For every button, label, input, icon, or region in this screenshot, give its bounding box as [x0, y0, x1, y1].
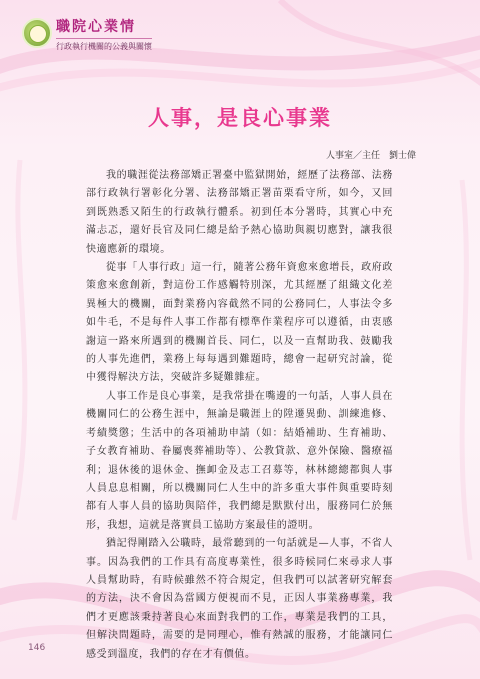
page-number: 146 — [28, 643, 46, 653]
paragraph-1: 我的職涯從法務部矯正署臺中監獄開始，經歷了法務部、法務部行政執行署彰化分署、法務部矯正署苗栗看守所，如今，又回到既熟悉又陌生的行政執行體系。初到任本分署時，其實心中充滿忐忑，還好長官及同仁總是給予熱心協助與親切應對，讓我很快適應新的環境。 — [86, 170, 393, 255]
author-byline: 人事室／主任 劉士偉 — [325, 151, 416, 161]
magazine-header — [22, 12, 262, 58]
article-title: 人事，是良心事業 — [148, 106, 332, 130]
paragraph-3: 人事工作是良心事業，是我常掛在嘴邊的一句話，人事人員在機關同仁的公務生涯中，無論是職涯上的陞遷異動、訓練進修、考績獎懲；生活中的各項補助申請（如：結婚補助、生育補助、子女教育補助、眷屬喪葬補助等）、公教貸款、意外保險、醫療福利；退休後的退休金、撫卹金及志工召募等，林林總總都與人事人員息息相關，所以機關同仁人生中的許多重大事件與重要時刻都有人事人員的協助與陪伴，我們總是默默付出，服務同仁於無形，我想，這就是落實員工協助方案最佳的證明。 — [86, 390, 393, 531]
paragraph-2: 從事「人事行政」這一行，隨著公務年資愈來愈增長，政府政策愈來愈創新，對這份工作感觸特別深，尤其經歷了組織文化差異極大的機關，面對業務內容截然不同的公務同仁，人事法令多如牛毛，不是每件人事工作都有標準作業程序可以遵循，由衷感謝這一路來所遇到的機關首長、同仁，以及一直幫助我、鼓勵我的人事先進們，業務上每每遇到難題時，總會一起研究討論，從中獲得解決方法，突破許多疑難雜症。 — [86, 262, 393, 384]
logo-icon — [22, 18, 52, 48]
paragraph-4: 猶記得剛踏入公職時，最常聽到的一句話就是—人事，不省人事。因為我們的工作具有高度專業性，很多時候同仁來尋求人事人員幫助時，有時候雖然不符合規定，但我們可以試著研究解套的方法，決不會因為當國方便視而不見，正因人事業務專業，我們才更應該秉持著良心來面對我們的工作，專業是我們的工具，但解決問題時，需要的是同理心，惟有熱誠的服務，才能讓同仁感受到溫度，我們的存在才有價值。 — [86, 538, 393, 660]
header-title: 職院心業情 — [56, 19, 136, 35]
header-subtitle: 行政執行機關的公義與關懷 — [56, 38, 152, 52]
logo-inner-emblem — [29, 25, 47, 43]
article-body — [86, 167, 393, 664]
